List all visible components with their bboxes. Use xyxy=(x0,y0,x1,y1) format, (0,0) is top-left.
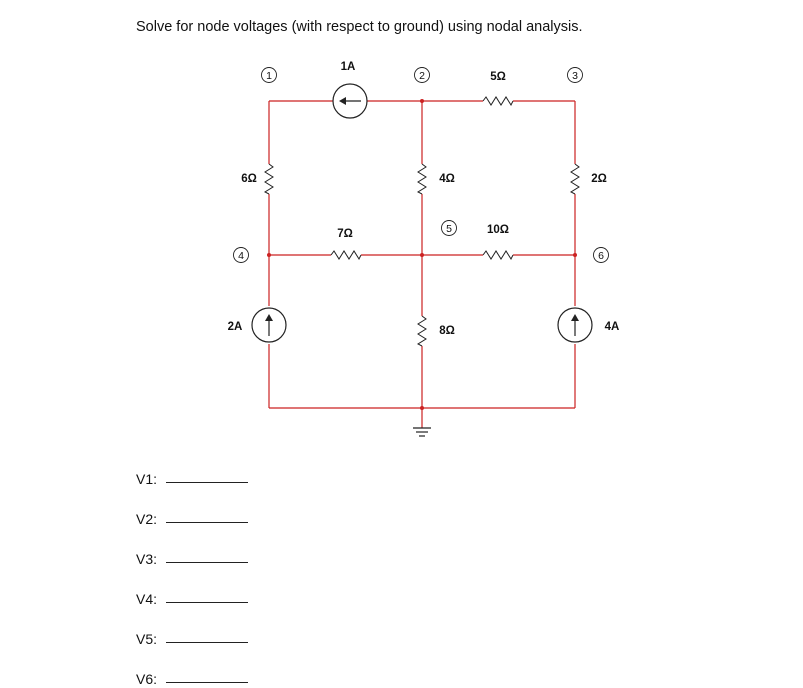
node-number-3: 3 xyxy=(572,70,578,82)
answer-row-v2 xyxy=(136,488,248,528)
node-number-1: 1 xyxy=(266,70,272,82)
answer-label-v3: V3: xyxy=(136,551,158,567)
answer-blank-v5[interactable] xyxy=(166,626,248,643)
source-label-4a: 4A xyxy=(604,321,620,333)
node-number-5: 5 xyxy=(446,223,452,235)
resistor-label-4ohm: 4Ω xyxy=(439,173,455,185)
resistor-label-2ohm: 2Ω xyxy=(591,173,607,185)
node-number-6: 6 xyxy=(598,250,604,262)
answer-label-v2: V2: xyxy=(136,511,158,527)
node-number-2: 2 xyxy=(419,70,425,82)
answer-blank-v6[interactable] xyxy=(166,666,248,683)
answer-row-v6 xyxy=(136,648,248,688)
resistor-label-6ohm: 6Ω xyxy=(241,173,257,185)
answer-label-v4: V4: xyxy=(136,591,158,607)
answer-label-v1: V1: xyxy=(136,471,158,487)
source-label-1a: 1A xyxy=(340,61,356,73)
resistor-8ohm xyxy=(418,316,426,346)
resistor-5ohm xyxy=(483,97,513,105)
resistor-4ohm xyxy=(418,164,426,194)
answer-blank-v3[interactable] xyxy=(166,546,248,563)
answer-row-v3 xyxy=(136,528,248,568)
resistor-7ohm xyxy=(331,251,361,259)
resistor-label-5ohm: 5Ω xyxy=(490,71,506,83)
resistor-10ohm xyxy=(483,251,513,259)
answer-label-v6: V6: xyxy=(136,671,158,687)
resistor-label-7ohm: 7Ω xyxy=(337,228,353,240)
answer-blank-v2[interactable] xyxy=(166,506,248,523)
current-source-2a xyxy=(252,308,286,342)
answer-label-v5: V5: xyxy=(136,631,158,647)
resistor-6ohm xyxy=(265,164,273,194)
junction-ground xyxy=(420,406,424,410)
current-source-4a xyxy=(558,308,592,342)
problem-instruction: Solve for node voltages (with respect to ground) using nodal analysis. xyxy=(136,19,583,35)
resistor-label-8ohm: 8Ω xyxy=(439,325,455,337)
source-label-2a: 2A xyxy=(227,321,243,333)
ground-icon xyxy=(413,428,431,436)
answer-row-v5 xyxy=(136,608,248,648)
answer-blank-v4[interactable] xyxy=(166,586,248,603)
resistor-2ohm xyxy=(571,164,579,194)
junction-node-2 xyxy=(420,99,424,103)
circuit-wires xyxy=(269,101,575,428)
resistor-label-10ohm: 10Ω xyxy=(486,224,510,236)
junction-node-4 xyxy=(267,253,271,257)
node-number-4: 4 xyxy=(238,250,244,262)
answer-blank-v1[interactable] xyxy=(166,466,248,483)
junction-node-6 xyxy=(573,253,577,257)
answer-row-v4 xyxy=(136,568,248,608)
junction-node-5 xyxy=(420,253,424,257)
current-source-1a xyxy=(333,84,367,118)
answer-row-v1 xyxy=(136,448,248,488)
answer-list xyxy=(136,448,248,688)
